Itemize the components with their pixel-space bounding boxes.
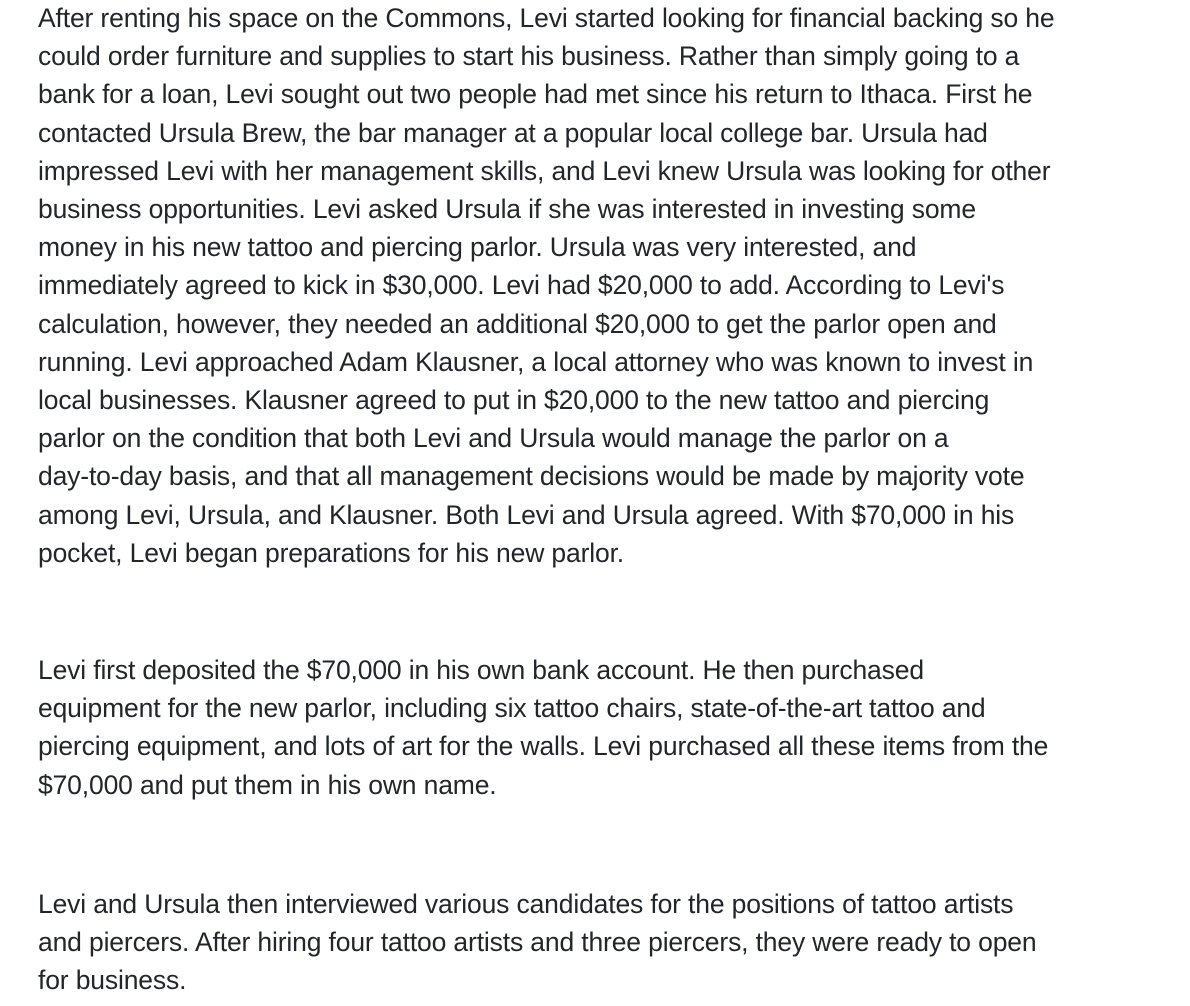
paragraph-hiring — [38, 885, 1166, 1000]
text-line: equipment for the new parlor, including six tattoo chairs, state-of-the-art tattoo and — [38, 693, 986, 724]
text-line: calculation, however, they needed an additional $20,000 to get the parlor open and — [38, 308, 997, 339]
text-line: impressed Levi with her management skills, and Levi knew Ursula was looking for other — [38, 155, 1051, 186]
text-line: bank for a loan, Levi sought out two people had met since his return to Ithaca. First he — [38, 79, 1033, 110]
text-line: day-to-day basis, and that all management decisions would be made by majority vote — [38, 461, 1025, 492]
paragraph-equipment — [38, 651, 1166, 804]
text-line: immediately agreed to kick in $30,000. Levi had $20,000 to add. According to Levi's — [38, 270, 1005, 301]
text-line: local businesses. Klausner agreed to put in $20,000 to the new tattoo and piercing — [38, 385, 990, 416]
text-line: Levi first deposited the $70,000 in his own bank account. He then purchased — [38, 655, 924, 685]
text-line: $70,000 and put them in his own name. — [38, 769, 497, 800]
text-line: among Levi, Ursula, and Klausner. Both Levi and Ursula agreed. With $70,000 in his — [38, 499, 1015, 530]
text-line: After renting his space on the Commons, Levi started looking for financial backing so he — [38, 3, 1055, 33]
text-line: Levi and Ursula then interviewed various candidates for the positions of tattoo artists — [38, 889, 1014, 919]
text-line: pocket, Levi began preparations for his new parlor. — [38, 537, 625, 568]
text-line: business opportunities. Levi asked Ursula if she was interested in investing some — [38, 194, 976, 225]
text-line: contacted Ursula Brew, the bar manager at a popular local college bar. Ursula had — [38, 117, 988, 148]
text-line: piercing equipment, and lots of art for the walls. Levi purchased all these items from the — [38, 731, 1049, 762]
text-line: running. Levi approached Adam Klausner, a local attorney who was known to invest in — [38, 346, 1034, 377]
text-line: could order furniture and supplies to start his business. Rather than simply going to a — [38, 41, 1020, 72]
text-line: and piercers. After hiring four tattoo artists and three piercers, they were ready to open — [38, 927, 1037, 958]
text-line: money in his new tattoo and piercing parlor. Ursula was very interested, and — [38, 232, 917, 263]
text-line: parlor on the condition that both Levi and Ursula would manage the parlor on a — [38, 423, 949, 454]
paragraph-financing — [38, 0, 1166, 572]
text-line: for business. — [38, 965, 187, 996]
